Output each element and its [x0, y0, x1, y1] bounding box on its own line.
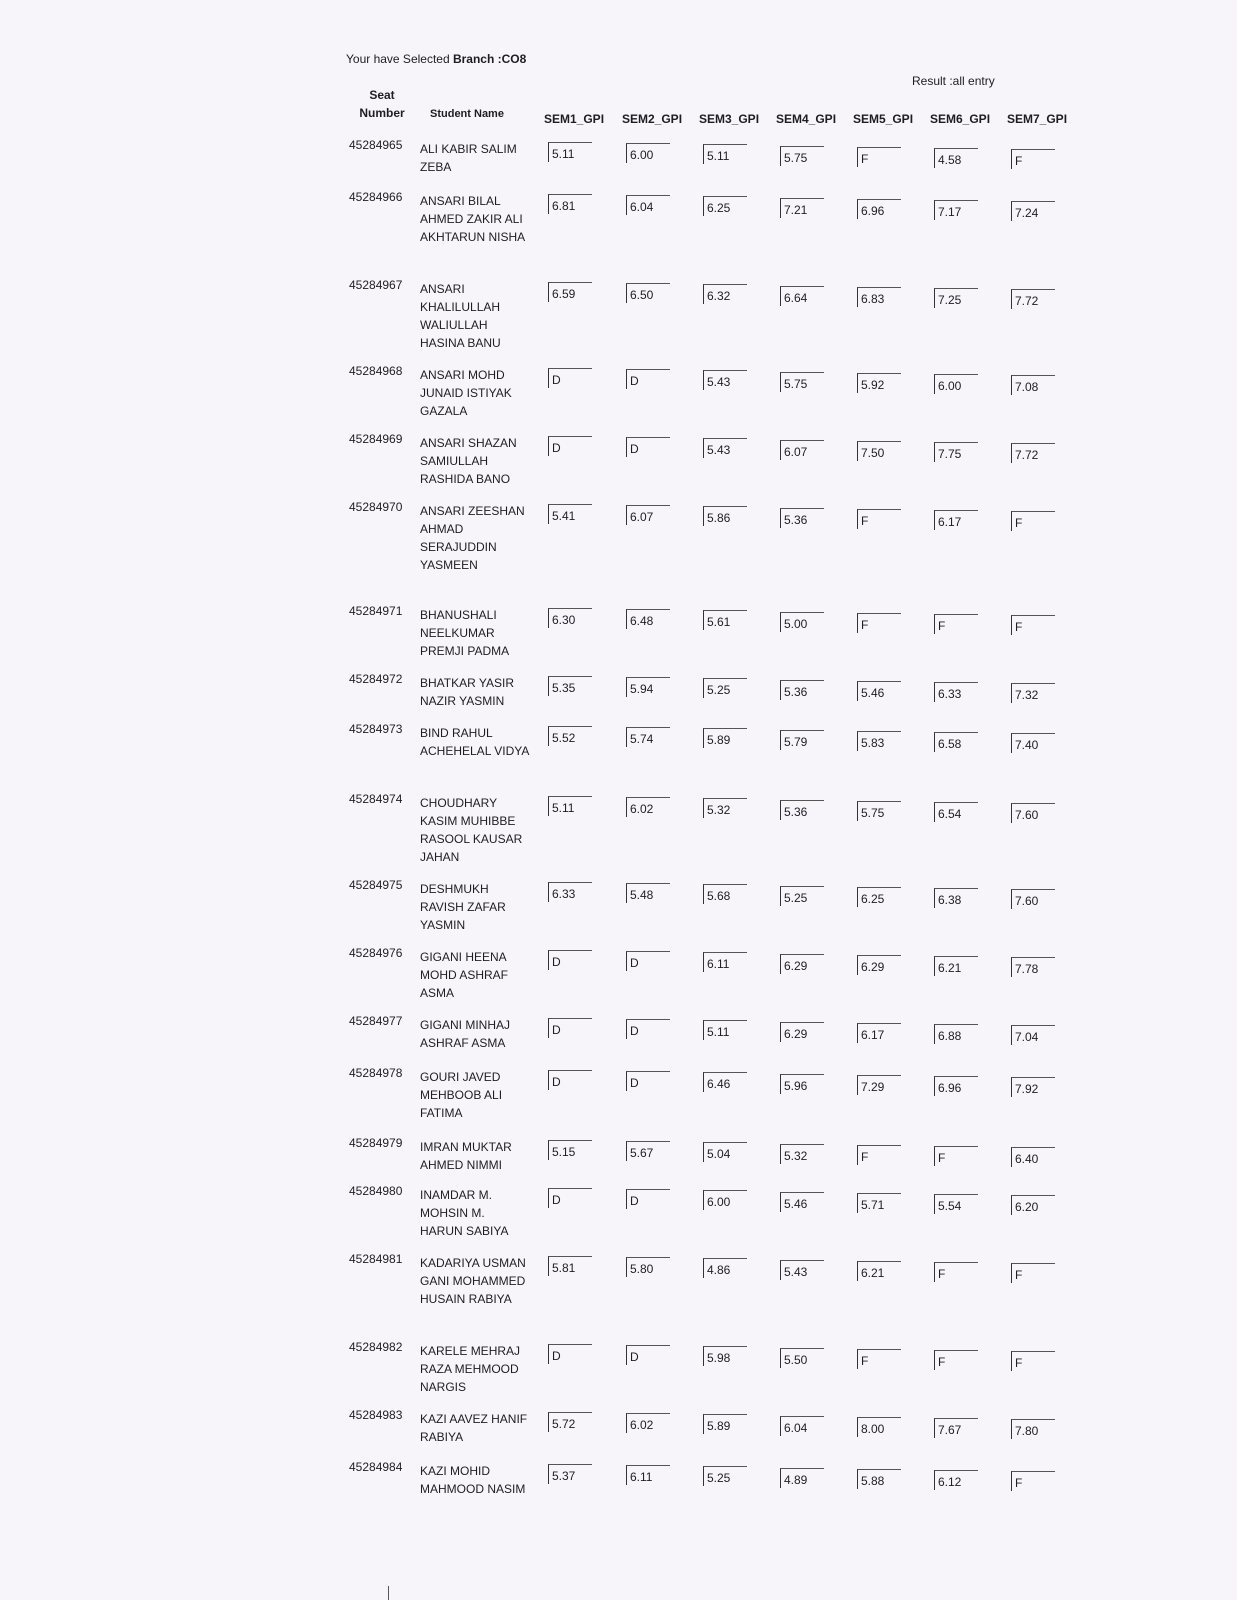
- gpi-cell-sem7: F: [1011, 149, 1055, 169]
- student-name: BIND RAHUL ACHEHELAL VIDYA: [420, 726, 530, 758]
- gpi-cell-sem5: 6.21: [857, 1261, 901, 1281]
- gpi-cell-sem1: 6.59: [548, 282, 592, 302]
- gpi-cell-sem2: 6.02: [626, 797, 670, 817]
- gpi-cell-sem4: 5.00: [780, 612, 824, 632]
- gpi-cell-sem7: 7.78: [1011, 957, 1055, 977]
- gpi-cell-sem1: 5.15: [548, 1140, 592, 1160]
- gpi-cell-sem5: 5.71: [857, 1193, 901, 1213]
- gpi-cell-sem2: D: [626, 1019, 670, 1039]
- gpi-cell-sem7: 7.72: [1011, 289, 1055, 309]
- gpi-cell-sem3: 5.32: [703, 798, 747, 818]
- gpi-cell-sem6: 6.54: [934, 802, 978, 822]
- gpi-cell-sem4: 5.79: [780, 730, 824, 750]
- gpi-cell-sem6: 6.33: [934, 682, 978, 702]
- gpi-cell-sem1: D: [548, 1018, 592, 1038]
- seat-number: 45284967: [349, 278, 403, 292]
- gpi-cell-sem1: 5.72: [548, 1412, 592, 1432]
- gpi-cell-sem7: 7.04: [1011, 1025, 1055, 1045]
- gpi-cell-sem6: 6.38: [934, 888, 978, 908]
- gpi-cell-sem3: 5.11: [703, 1020, 747, 1040]
- seat-number: 45284974: [349, 792, 403, 806]
- gpi-cell-sem7: 7.60: [1011, 803, 1055, 823]
- gpi-cell-sem6: 7.25: [934, 288, 978, 308]
- gpi-cell-sem2: 5.48: [626, 883, 670, 903]
- gpi-cell-sem7: 6.20: [1011, 1195, 1055, 1215]
- gpi-cell-sem6: F: [934, 1146, 978, 1166]
- semester-header-3: SEM3_GPI: [699, 112, 760, 126]
- gpi-cell-sem2: D: [626, 951, 670, 971]
- gpi-cell-sem4: 6.04: [780, 1416, 824, 1436]
- gpi-cell-sem3: 6.25: [703, 196, 747, 216]
- gpi-cell-sem6: F: [934, 1262, 978, 1282]
- gpi-cell-sem5: 5.46: [857, 681, 901, 701]
- gpi-cell-sem3: 5.89: [703, 1414, 747, 1434]
- gpi-cell-sem7: 7.24: [1011, 201, 1055, 221]
- seat-number: 45284971: [349, 604, 403, 618]
- semester-header-4: SEM4_GPI: [776, 112, 837, 126]
- gpi-cell-sem2: 5.67: [626, 1141, 670, 1161]
- student-name: ANSARI MOHD JUNAID ISTIYAK GAZALA: [420, 368, 512, 418]
- gpi-cell-sem5: 6.29: [857, 955, 901, 975]
- seat-number: 45284983: [349, 1408, 403, 1422]
- gpi-cell-sem3: 6.11: [703, 952, 747, 972]
- gpi-cell-sem1: 6.30: [548, 608, 592, 628]
- gpi-cell-sem6: 7.67: [934, 1418, 978, 1438]
- gpi-cell-sem4: 7.21: [780, 198, 824, 218]
- gpi-cell-sem3: 5.86: [703, 506, 747, 526]
- seat-number: 45284972: [349, 672, 403, 686]
- gpi-cell-sem1: 5.37: [548, 1464, 592, 1484]
- gpi-cell-sem3: 6.00: [703, 1190, 747, 1210]
- gpi-cell-sem1: 5.81: [548, 1256, 592, 1276]
- gpi-cell-sem1: 5.11: [548, 142, 592, 162]
- seat-number: 45284976: [349, 946, 403, 960]
- gpi-cell-sem5: F: [857, 613, 901, 633]
- gpi-cell-sem5: 6.83: [857, 287, 901, 307]
- gpi-cell-sem7: 7.60: [1011, 889, 1055, 909]
- gpi-cell-sem3: 5.25: [703, 678, 747, 698]
- student-name: IMRAN MUKTAR AHMED NIMMI: [420, 1140, 512, 1172]
- gpi-cell-sem2: 5.80: [626, 1257, 670, 1277]
- branch-line: [346, 52, 526, 66]
- gpi-cell-sem1: 5.41: [548, 504, 592, 524]
- seat-number: 45284973: [349, 722, 403, 736]
- gpi-cell-sem6: 6.88: [934, 1024, 978, 1044]
- gpi-cell-sem6: 4.58: [934, 148, 978, 168]
- gpi-cell-sem3: 4.86: [703, 1258, 747, 1278]
- gpi-cell-sem1: 5.35: [548, 676, 592, 696]
- gpi-cell-sem4: 6.29: [780, 1022, 824, 1042]
- gpi-cell-sem4: 6.29: [780, 954, 824, 974]
- gpi-cell-sem5: F: [857, 1349, 901, 1369]
- gpi-cell-sem4: 6.07: [780, 440, 824, 460]
- student-name: KARELE MEHRAJ RAZA MEHMOOD NARGIS: [420, 1344, 521, 1394]
- seat-number: 45284968: [349, 364, 403, 378]
- seat-number-header: Seat Number: [359, 88, 405, 120]
- gpi-cell-sem2: 6.50: [626, 283, 670, 303]
- gpi-cell-sem6: 6.00: [934, 374, 978, 394]
- gpi-cell-sem5: 5.88: [857, 1469, 901, 1489]
- gpi-cell-sem1: 5.11: [548, 796, 592, 816]
- seat-number: 45284977: [349, 1014, 403, 1028]
- gpi-cell-sem7: 7.80: [1011, 1419, 1055, 1439]
- gpi-cell-sem3: 5.25: [703, 1466, 747, 1486]
- gpi-cell-sem2: 6.04: [626, 195, 670, 215]
- student-name: BHANUSHALI NEELKUMAR PREMJI PADMA: [420, 608, 510, 658]
- gpi-cell-sem4: 5.36: [780, 800, 824, 820]
- gpi-cell-sem4: 4.89: [780, 1468, 824, 1488]
- student-name: GOURI JAVED MEHBOOB ALI FATIMA: [420, 1070, 503, 1120]
- gpi-cell-sem2: 5.94: [626, 677, 670, 697]
- student-name: ANSARI SHAZAN SAMIULLAH RASHIDA BANO: [420, 436, 517, 486]
- student-name: GIGANI MINHAJ ASHRAF ASMA: [420, 1018, 511, 1050]
- student-name: DESHMUKH RAVISH ZAFAR YASMIN: [420, 882, 506, 932]
- page-mark: [388, 1586, 389, 1600]
- gpi-cell-sem4: 5.32: [780, 1144, 824, 1164]
- seat-number: 45284969: [349, 432, 403, 446]
- gpi-cell-sem5: 7.29: [857, 1075, 901, 1095]
- gpi-cell-sem1: D: [548, 1188, 592, 1208]
- gpi-cell-sem4: 5.43: [780, 1260, 824, 1280]
- gpi-cell-sem1: 6.33: [548, 882, 592, 902]
- gpi-cell-sem3: 5.98: [703, 1346, 747, 1366]
- gpi-cell-sem2: 6.07: [626, 505, 670, 525]
- gpi-cell-sem7: 7.92: [1011, 1077, 1055, 1097]
- gpi-cell-sem1: 5.52: [548, 726, 592, 746]
- gpi-cell-sem4: 5.25: [780, 886, 824, 906]
- gpi-cell-sem7: 7.08: [1011, 375, 1055, 395]
- gpi-cell-sem7: F: [1011, 615, 1055, 635]
- gpi-cell-sem4: 5.36: [780, 680, 824, 700]
- gpi-cell-sem2: D: [626, 1189, 670, 1209]
- gpi-cell-sem1: D: [548, 1070, 592, 1090]
- gpi-cell-sem5: F: [857, 509, 901, 529]
- gpi-cell-sem6: 6.17: [934, 510, 978, 530]
- gpi-cell-sem4: 5.75: [780, 372, 824, 392]
- seat-number: 45284970: [349, 500, 403, 514]
- gpi-cell-sem5: 5.92: [857, 373, 901, 393]
- student-name: KADARIYA USMAN GANI MOHAMMED HUSAIN RABIYA: [420, 1256, 526, 1306]
- gpi-cell-sem7: F: [1011, 1351, 1055, 1371]
- seat-number: 45284980: [349, 1184, 403, 1198]
- seat-number: 45284965: [349, 138, 403, 152]
- student-name: ANSARI BILAL AHMED ZAKIR ALI AKHTARUN NISHA: [420, 194, 526, 244]
- student-name: ANSARI ZEESHAN AHMAD SERAJUDDIN YASMEEN: [420, 504, 525, 572]
- gpi-cell-sem3: 5.11: [703, 144, 747, 164]
- seat-number: 45284982: [349, 1340, 403, 1354]
- gpi-cell-sem2: 6.00: [626, 143, 670, 163]
- gpi-cell-sem7: 7.72: [1011, 443, 1055, 463]
- gpi-cell-sem2: D: [626, 1071, 670, 1091]
- seat-number: 45284978: [349, 1066, 403, 1080]
- gpi-cell-sem6: 6.21: [934, 956, 978, 976]
- gpi-cell-sem2: 6.02: [626, 1413, 670, 1433]
- gpi-cell-sem6: 6.96: [934, 1076, 978, 1096]
- gpi-cell-sem3: 6.32: [703, 284, 747, 304]
- gpi-cell-sem1: D: [548, 368, 592, 388]
- gpi-cell-sem5: 7.50: [857, 441, 901, 461]
- gpi-cell-sem2: D: [626, 1345, 670, 1365]
- gpi-cell-sem7: F: [1011, 1263, 1055, 1283]
- gpi-cell-sem7: F: [1011, 1471, 1055, 1491]
- seat-number: 45284979: [349, 1136, 403, 1150]
- gpi-cell-sem2: 5.74: [626, 727, 670, 747]
- student-name: GIGANI HEENA MOHD ASHRAF ASMA: [420, 950, 509, 1000]
- gpi-cell-sem2: D: [626, 437, 670, 457]
- gpi-cell-sem3: 5.43: [703, 438, 747, 458]
- student-name-header: Student Name: [430, 108, 504, 120]
- gpi-cell-sem4: 5.46: [780, 1192, 824, 1212]
- gpi-cell-sem2: 6.48: [626, 609, 670, 629]
- gpi-cell-sem7: 7.32: [1011, 683, 1055, 703]
- gpi-cell-sem5: 8.00: [857, 1417, 901, 1437]
- seat-number: 45284975: [349, 878, 403, 892]
- branch-prefix: Your have Selected: [346, 52, 453, 66]
- gpi-cell-sem1: D: [548, 1344, 592, 1364]
- student-name: ANSARI KHALILULLAH WALIULLAH HASINA BANU: [420, 282, 501, 350]
- seat-number: 45284984: [349, 1460, 403, 1474]
- gpi-cell-sem7: 6.40: [1011, 1147, 1055, 1167]
- semester-header-5: SEM5_GPI: [853, 112, 914, 126]
- gpi-cell-sem6: 5.54: [934, 1194, 978, 1214]
- gpi-cell-sem6: 7.17: [934, 200, 978, 220]
- student-name: CHOUDHARY KASIM MUHIBBE RASOOL KAUSAR JAHAN: [420, 796, 523, 864]
- result-filter-label: Result :all entry: [912, 74, 995, 88]
- gpi-cell-sem5: 6.96: [857, 199, 901, 219]
- gpi-cell-sem3: 5.89: [703, 728, 747, 748]
- semester-header-1: SEM1_GPI: [544, 112, 605, 126]
- gpi-cell-sem4: 6.64: [780, 286, 824, 306]
- semester-header-7: SEM7_GPI: [1007, 112, 1068, 126]
- gpi-cell-sem5: 6.25: [857, 887, 901, 907]
- gpi-cell-sem6: F: [934, 1350, 978, 1370]
- semester-header-6: SEM6_GPI: [930, 112, 991, 126]
- gpi-cell-sem1: D: [548, 436, 592, 456]
- gpi-cell-sem5: 5.75: [857, 801, 901, 821]
- gpi-cell-sem5: 6.17: [857, 1023, 901, 1043]
- gpi-cell-sem4: 5.50: [780, 1348, 824, 1368]
- semester-header-2: SEM2_GPI: [622, 112, 683, 126]
- gpi-cell-sem3: 5.43: [703, 370, 747, 390]
- gpi-cell-sem5: F: [857, 147, 901, 167]
- gpi-cell-sem4: 5.96: [780, 1074, 824, 1094]
- gpi-cell-sem2: 6.11: [626, 1465, 670, 1485]
- gpi-cell-sem7: 7.40: [1011, 733, 1055, 753]
- gpi-cell-sem6: 7.75: [934, 442, 978, 462]
- gpi-cell-sem7: F: [1011, 511, 1055, 531]
- seat-number: 45284981: [349, 1252, 403, 1266]
- gpi-cell-sem6: 6.12: [934, 1470, 978, 1490]
- gpi-cell-sem3: 5.68: [703, 884, 747, 904]
- branch-label: Branch :CO8: [452, 52, 527, 66]
- gpi-cell-sem3: 5.04: [703, 1142, 747, 1162]
- gpi-cell-sem1: 6.81: [548, 194, 592, 214]
- gpi-cell-sem4: 5.75: [780, 146, 824, 166]
- gpi-cell-sem3: 5.61: [703, 610, 747, 630]
- seat-number: 45284966: [349, 190, 403, 204]
- gpi-cell-sem6: 6.58: [934, 732, 978, 752]
- student-name: ALI KABIR SALIM ZEBA: [420, 142, 517, 174]
- gpi-cell-sem4: 5.36: [780, 508, 824, 528]
- student-name: KAZI MOHID MAHMOOD NASIM: [420, 1464, 526, 1496]
- gpi-cell-sem2: D: [626, 369, 670, 389]
- gpi-cell-sem1: D: [548, 950, 592, 970]
- gpi-cell-sem6: F: [934, 614, 978, 634]
- gpi-cell-sem3: 6.46: [703, 1072, 747, 1092]
- student-name: BHATKAR YASIR NAZIR YASMIN: [420, 676, 515, 708]
- student-name: INAMDAR M. MOHSIN M. HARUN SABIYA: [420, 1188, 509, 1238]
- gpi-cell-sem5: 5.83: [857, 731, 901, 751]
- gpi-cell-sem5: F: [857, 1145, 901, 1165]
- student-name: KAZI AAVEZ HANIF RABIYA: [420, 1412, 528, 1444]
